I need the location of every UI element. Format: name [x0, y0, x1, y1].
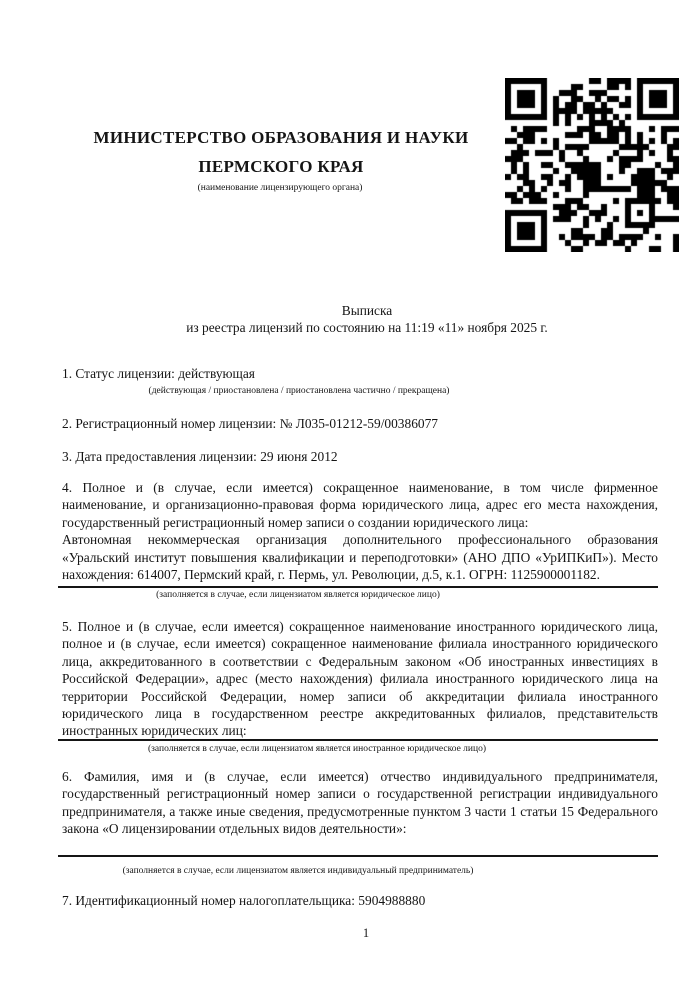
item-license-status-note: (действующая / приостановлена / приостановлена частично / прекращена) [148, 386, 450, 396]
field-underline-individual-entrepreneur [58, 855, 658, 857]
licensing-authority-note: (наименование лицензирующего органа) [197, 183, 363, 193]
item-legal-entity [62, 479, 658, 583]
item-legal-entity-note: (заполняется в случае, если лицензиатом является юридическое лицо) [156, 590, 440, 600]
document-title-line1: Выписка [341, 303, 393, 318]
item-individual-entrepreneur: 6. Фамилия, имя и (в случае, если имеется) отчество индивидуального предпринимателя, государственный регистрационный номер записи о государственной регистрации индивидуального предпринимателя, а также иные сведения, предусмотренные пунктом 3 части 1 статьи 15 Федерального закона «О лицензировании отдельных видов деятельности»: [62, 769, 658, 837]
page-number: 1 [362, 926, 370, 940]
item-legal-entity-label: 4. Полное и (в случае, если имеется) сокращенное наименование, в том числе фирменное наименование, и организационно-правовая форма юридического лица, адрес его места нахождения, государственный регистрационный номер записи о создании юридического лица: [62, 480, 658, 530]
ministry-name-line1: МИНИСТЕРСТВО ОБРАЗОВАНИЯ И НАУКИ [93, 128, 469, 147]
field-underline-legal-entity [58, 586, 658, 588]
item-grant-date: 3. Дата предоставления лицензии: 29 июня 2012 [62, 449, 338, 464]
item-license-status: 1. Статус лицензии: действующая [62, 366, 255, 381]
item-registration-number: 2. Регистрационный номер лицензии: № Л035-01212-59/00386077 [62, 416, 438, 431]
item-individual-entrepreneur-note: (заполняется в случае, если лицензиатом является индивидуальный предприниматель) [122, 866, 474, 876]
item-legal-entity-value: Автономная некоммерческая организация дополнительного профессионального образования «Уральский институт повышения квалификации и переподготовки» (АНО ДПО «УрИПКиП»). Место нахождения: 614007, Пермский край, г. Пермь, ул. Революции, д.5, к.1. ОГРН: 1125900001182. [62, 532, 658, 583]
item-foreign-entity-note: (заполняется в случае, если лицензиатом является иностранное юридическое лицо) [148, 744, 486, 754]
ministry-name [93, 123, 468, 181]
item-taxpayer-id: 7. Идентификационный номер налогоплательщика: 5904988880 [62, 893, 426, 908]
document-title-line2: из реестра лицензий по состоянию на 11:19 «11» ноября 2025 г. [186, 320, 548, 336]
document-title [186, 302, 548, 337]
field-underline-foreign-entity [58, 739, 658, 741]
qr-code-icon [505, 78, 679, 252]
item-foreign-entity: 5. Полное и (в случае, если имеется) сокращенное наименование иностранного юридического лица, полное и (в случае, если имеется) сокращенное наименование филиала иностранного юридического лица, аккредитованного в соответствии с Федеральным законом «Об иностранных инвестициях в Российской Федерации», адрес (место нахождения) филиала иностранного юридического лица на территории Российской Федерации, номер записи об аккредитации филиала иностранного юридического лица в государственном реестре аккредитованных филиалов, представительств иностранных юридических лиц: [62, 619, 658, 739]
ministry-name-line2: ПЕРМСКОГО КРАЯ [198, 157, 364, 176]
